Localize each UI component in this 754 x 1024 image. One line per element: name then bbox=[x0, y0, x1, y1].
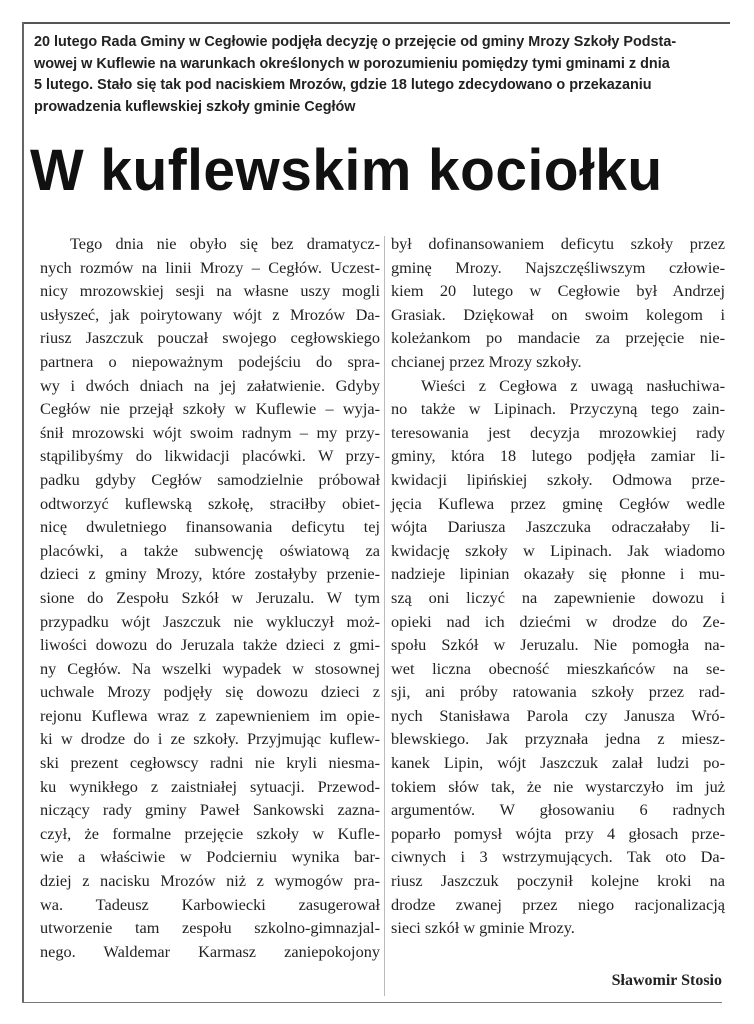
frame-bottom-rule bbox=[22, 1002, 722, 1003]
text-line: ku wynikłego z zaistniałej sytuacji. Przewod- bbox=[40, 776, 380, 796]
text-line: śnił mrozowski wójt swoim radnym – my przy- bbox=[40, 422, 380, 442]
text-line: był dofinansowaniem deficytu szkoły przez bbox=[391, 234, 725, 253]
text-line: szą oni liczyć na zapewnienie dowozu i bbox=[391, 587, 725, 607]
text-line: dzieci z gminy Mrozy, które zostałyby przenie- bbox=[40, 564, 380, 584]
text-line: poparło pomysł wójta przy 4 głosach prze- bbox=[391, 823, 725, 843]
text-line: blewskiego. Jak przyznała jedna z miesz- bbox=[391, 729, 725, 749]
lead-line: wowej w Kuflewie na warunkach określonych w porozumieniu pomiędzy tymi gminami z dnia bbox=[34, 55, 670, 72]
text-line: Wieści z Cegłowa z uwagą nasłuchiwa- bbox=[421, 375, 725, 395]
text-line: nych Stanisława Parola czy Janusza Wró- bbox=[391, 705, 725, 725]
text-line: kanek Lipin, wójt Jaszczuk zalał ludzi po- bbox=[391, 753, 725, 773]
text-line: społu Szkół w Jeruzalu. Nie pomogła na- bbox=[391, 635, 725, 655]
text-line: wójta Dariusza Jaszczuka odraczałaby li- bbox=[391, 517, 725, 537]
text-line: argumentów. W głosowaniu 6 radnych bbox=[391, 800, 725, 820]
text-line: liwości dowozu do Jeruzala także dzieci z gmi- bbox=[40, 635, 380, 655]
text-line: usłyszeć, jak poirytowany wójt z Mrozów Da- bbox=[40, 304, 380, 324]
text-line: ski prezent cegłowscy radni nie kryli niesma- bbox=[40, 753, 380, 773]
text-line: sji, ani próby ratowania szkoły przez rad- bbox=[391, 682, 725, 702]
text-line: gminy, która 18 lutego podjęła zamiar li- bbox=[391, 446, 725, 466]
text-line: wie a właściwie w Podcierniu wynika bar- bbox=[40, 847, 380, 867]
frame-top-rule bbox=[22, 22, 730, 24]
text-line: riusz Jaszczuk pouczał swojego cegłowskiego bbox=[40, 328, 380, 348]
text-line: riusz Jaszczuk poczynił kolejne kroki na bbox=[391, 871, 725, 891]
text-line: kwidację szkoły w Lipinach. Jak wiadomo bbox=[391, 540, 725, 560]
text-line: wet liczna obecność mieszkańców na se- bbox=[391, 658, 725, 678]
text-line: niczący rady gminy Paweł Sankowski zazna- bbox=[40, 800, 380, 820]
text-line: przypadku wójt Jaszczuk nie wykluczył moż- bbox=[40, 611, 380, 631]
text-line: czył, że formalne przejęcie szkoły w Kufle- bbox=[40, 823, 380, 843]
text-line: sione do Zespołu Szkół w Jeruzalu. W tym bbox=[40, 587, 380, 607]
text-line: kwidacji lipińskiej szkoły. Odmowa prze- bbox=[391, 469, 725, 489]
text-line: nego. Waldemar Karmasz zaniepokojony bbox=[40, 941, 380, 961]
author-byline: Sławomir Stosio bbox=[611, 972, 722, 989]
text-line: no także w Lipinach. Przyczyną tego zain- bbox=[391, 399, 725, 419]
text-line: ciwnych i 3 wstrzymujących. Tak oto Da- bbox=[391, 847, 725, 867]
lead-line: 5 lutego. Stało się tak pod naciskiem Mrozów, gdzie 18 lutego zdecydowano o przekazaniu bbox=[34, 77, 652, 93]
text-line: nicę dwuletniego finansowania deficytu tej bbox=[40, 517, 380, 537]
text-line: nych rozmów na linii Mrozy – Cegłów. Uczest- bbox=[40, 257, 380, 277]
text-line: nadzieje lipinian okazały się płonne i mu- bbox=[391, 564, 725, 584]
text-line: partnera o niepoważnym podejściu do spra- bbox=[40, 351, 380, 371]
text-line: Tego dnia nie obyło się bez dramatycz- bbox=[70, 234, 380, 253]
text-line: dziej z nacisku Mrozów niż z wymogów pra- bbox=[40, 871, 380, 891]
text-line: sieci szkół w gminie Mrozy. bbox=[391, 918, 575, 938]
text-line: padku gdyby Cegłów samodzielnie próbował bbox=[40, 469, 380, 489]
text-line: uchwale Mrozy podjęły się dowozu dzieci z bbox=[40, 682, 380, 702]
text-line: wy i dwóch dniach na jej załatwienie. Gdyby bbox=[40, 375, 380, 395]
text-line: gminę Mrozy. Najszczęśliwszym człowie- bbox=[391, 257, 725, 277]
article-column-right bbox=[391, 232, 725, 940]
text-line: opieki nad ich dziećmi w drodze do Ze- bbox=[391, 611, 725, 631]
text-line: Cegłów nie przejął szkoły w Kuflewie – wyja- bbox=[40, 399, 380, 419]
lead-line: prowadzenia kuflewskiej szkoły gminie Cegłów bbox=[34, 98, 356, 115]
text-line: drodze zwanej przez niego racjonalizacją bbox=[391, 894, 725, 914]
text-line: rejonu Kuflewa wraz z zapewnieniem im opie- bbox=[40, 705, 380, 725]
text-line: koleżankom po mandacie za przejęcie nie- bbox=[391, 328, 725, 348]
text-line: tokiem słów tak, że nie wystarczyło im już bbox=[391, 776, 725, 796]
text-line: nicy mrozowskiej sesji na własne uszy mogli bbox=[40, 281, 380, 301]
text-line: wa. Tadeusz Karbowiecki zasugerował bbox=[40, 894, 380, 914]
text-line: kiem 20 lutego w Cegłowie był Andrzej bbox=[391, 281, 725, 301]
text-line: odtworzyć kuflewską szkołę, straciłby obiet- bbox=[40, 493, 380, 513]
article-column-left bbox=[40, 232, 380, 963]
column-divider bbox=[384, 236, 385, 996]
text-line: stąpilibyśmy do likwidacji placówki. W przy- bbox=[40, 446, 380, 466]
text-line: Grasiak. Dziękował on swoim kolegom i bbox=[391, 304, 725, 324]
text-line: teresowania jest decyzja mrozowkiej rady bbox=[391, 422, 725, 442]
lead-paragraph bbox=[34, 32, 724, 118]
article-headline: W kuflewskim kociołku bbox=[30, 138, 663, 203]
text-line: jęcia Kuflewa przez gminę Cegłów wedle bbox=[391, 493, 725, 513]
text-line: utworzenie tam zespołu szkolno-gimnazjal- bbox=[40, 918, 380, 938]
text-line: ki w drodze do i ze szkoły. Przyjmując kuflew- bbox=[40, 729, 380, 749]
text-line: placówki, a także subwencję oświatową za bbox=[40, 540, 380, 560]
text-line: chcianej przez Mrozy szkoły. bbox=[391, 351, 582, 371]
text-line: ny Cegłów. Na wszelki wypadek w stosownej bbox=[40, 658, 380, 678]
lead-line: 20 lutego Rada Gminy w Cegłowie podjęła decyzję o przejęcie od gminy Mrozy Szkoły Podsta- bbox=[34, 34, 677, 50]
frame-left-rule bbox=[22, 22, 24, 1002]
